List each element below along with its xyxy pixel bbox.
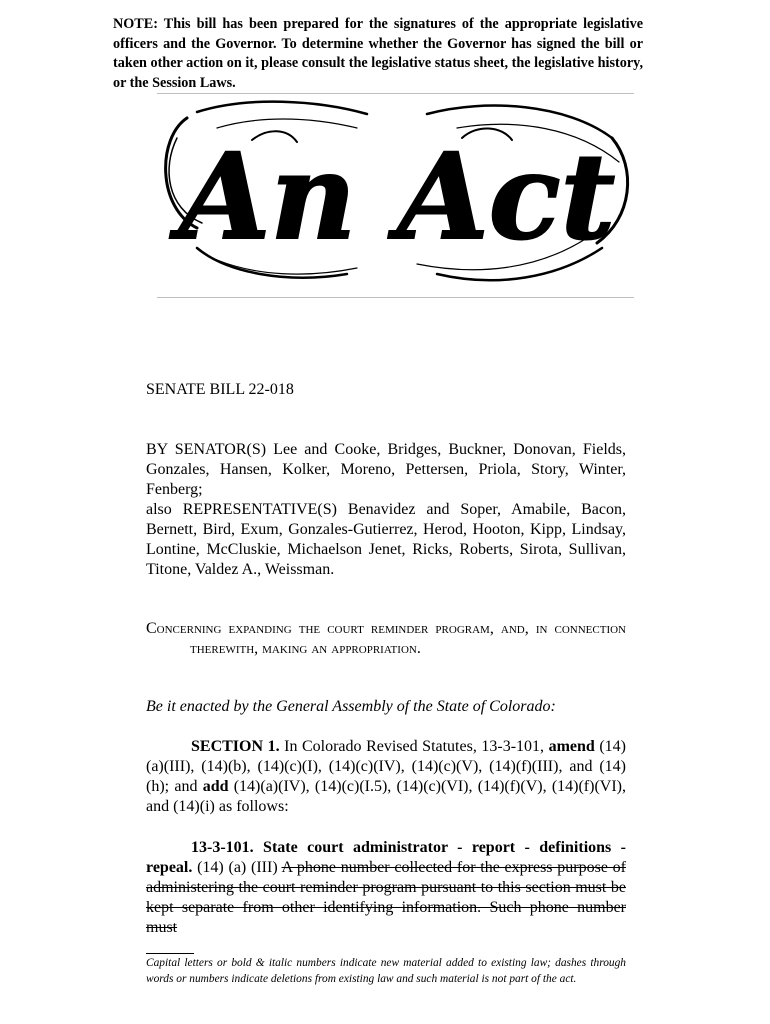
header-top-rule	[157, 93, 634, 94]
section-label: SECTION 1.	[191, 738, 280, 755]
signature-note: NOTE: This bill has been prepared for the signatures of the appropriate legislative officers and the Governor. To determine whether the Governor has signed the bill or taken other action on it, please consult the legislative status sheet, the legislative history, or the Session Laws.	[113, 16, 643, 91]
amend-keyword: amend	[548, 738, 595, 755]
amend-list: (14)(a)(III), (14)(b), (14)(c)(I), (14)(c)(IV), (14)(c)(V), (14)(f)(III), and (14)(h); and	[146, 738, 627, 795]
house-sponsors: also REPRESENTATIVE(S) Benavidez and Soper, Amabile, Bacon, Bernett, Bird, Exum, Gonzales-Gutierrez, Herod, Hooton, Kipp, Lindsay, Lontine, McCluskie, Michaelson Jenet, Ricks, Roberts, Sirota, Sullivan, Titone, Valdez A., Weissman.	[146, 501, 626, 578]
statute-heading: 13-3-101. State court administrator - report - definitions - repeal.	[146, 839, 626, 876]
section-1	[146, 737, 626, 817]
section-intro: In Colorado Revised Statutes, 13-3-101,	[279, 738, 549, 755]
struck-text: A phone number collected for the express purpose of administering the court reminder program pursuant to this section must be kept separate from other identifying information. Such phone number must	[146, 859, 626, 936]
statute-text	[146, 838, 626, 936]
statute-subsection: (14) (a) (III)	[192, 859, 282, 876]
header-bottom-rule	[157, 297, 634, 298]
senate-sponsors: BY SENATOR(S) Lee and Cooke, Bridges, Buckner, Donovan, Fields, Gonzales, Hansen, Kolker, Moreno, Pettersen, Priola, Story, Winter, Fenberg;	[146, 441, 626, 498]
add-list: (14)(a)(IV), (14)(c)(I.5), (14)(c)(VI), (14)(f)(V), (14)(f)(VI), and (14)(i) as follows:	[146, 778, 627, 815]
an-act-logo	[157, 98, 637, 294]
footnote: Capital letters or bold & italic numbers indicate new material added to existing law; dashes through words or numbers indicate deletions from existing law and such material is not part of the act.	[146, 957, 626, 985]
bill-title: Concerning expanding the court reminder program, and, in connection therewith, making an appropriation.	[146, 620, 626, 657]
sponsors-block	[146, 440, 626, 580]
enacting-clause: Be it enacted by the General Assembly of the State of Colorado:	[146, 698, 556, 715]
svg-text:An Act: An Act	[178, 127, 616, 266]
footnote-rule	[146, 953, 194, 954]
bill-number: SENATE BILL 22-018	[146, 381, 294, 398]
add-keyword: add	[202, 778, 229, 795]
